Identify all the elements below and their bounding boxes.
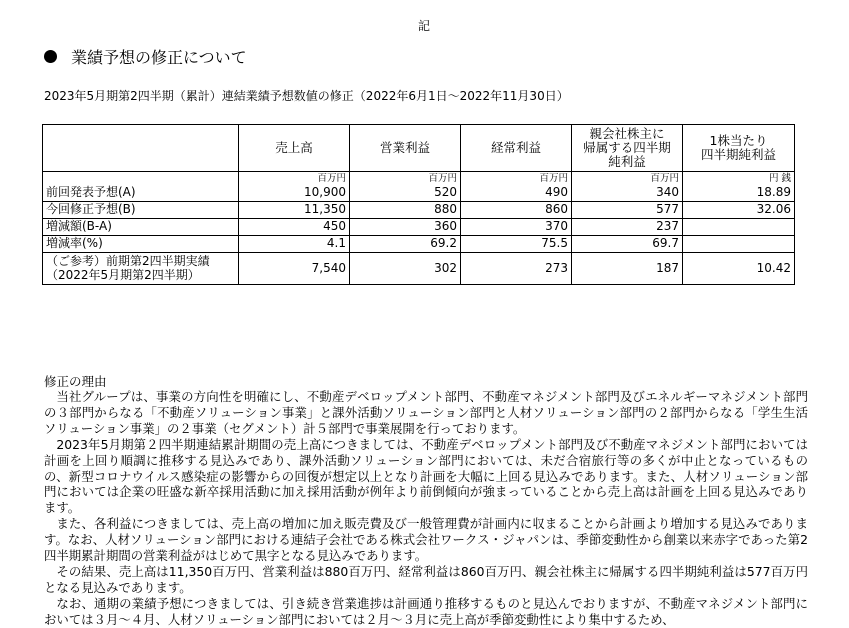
- table-row: [43, 185, 795, 202]
- row-label: 今回修正予想(B): [43, 202, 239, 219]
- unit-cell: 百万円: [572, 172, 683, 186]
- row-label: [43, 253, 239, 285]
- bullet-icon: [44, 50, 57, 63]
- table-cell: 577: [572, 202, 683, 219]
- column-header: 経常利益: [461, 125, 572, 172]
- table-cell: 11,350: [239, 202, 350, 219]
- row-label: 増減額(B-A): [43, 219, 239, 236]
- row-label-line: （ご参考）前期第2四半期実績: [46, 254, 210, 269]
- row-label-line: （2022年5月期第2四半期）: [46, 267, 200, 282]
- table-cell: 18.89: [683, 185, 795, 202]
- table-row: [43, 202, 795, 219]
- reason-paragraph: また、各利益につきましては、売上高の増加に加え販売費及び一般管理費が計画内に収まることから計画より増加する見込みであります。なお、人材ソリューション部門における連結子会社である株式会社ワークス・ジャパンは、季節変動性から創業以来赤字であった第2四半期累計期間の営業利益がはじめて黒字となる見込みであります。: [44, 516, 808, 564]
- reason-body: [44, 389, 808, 628]
- table-cell: 187: [572, 253, 683, 285]
- table-cell: 75.5: [461, 236, 572, 253]
- table-cell: 880: [350, 202, 461, 219]
- table-cell: 520: [350, 185, 461, 202]
- forecast-table: [42, 124, 795, 285]
- reason-paragraph: 2023年5月期第２四半期連結累計期間の売上高につきましては、不動産デベロップメント部門及び不動産マネジメント部門においては計画を上回り順調に推移する見込みであり、課外活動ソリューション部門においては、未だ合宿旅行等の多くが中止となっているものの、新型コロナウイルス感染症の影響からの回復が想定以上となり計画を大幅に上回る見込みであります。また、人材ソリューション部門においては企業の旺盛な新卒採用活動に加え採用活動が例年より前倒傾向が強まっていることから売上高は計画を上回る見込みであります。: [44, 436, 808, 516]
- table-cell: 302: [350, 253, 461, 285]
- row-label: 前回発表予想(A): [43, 185, 239, 202]
- table-cell: 69.7: [572, 236, 683, 253]
- table-row: [43, 219, 795, 236]
- reason-heading: 修正の理由: [44, 374, 107, 389]
- table-row: [43, 236, 795, 253]
- section-heading-text: 業績予想の修正について: [71, 48, 247, 67]
- reason-paragraph: その結果、売上高は11,350百万円、営業利益は880百万円、経常利益は860百万円、親会社株主に帰属する四半期純利益は577百万円となる見込みであります。: [44, 563, 808, 595]
- document-mark: 記: [417, 19, 431, 33]
- table-cell: [683, 219, 795, 236]
- table-cell: 69.2: [350, 236, 461, 253]
- unit-cell: 百万円: [461, 172, 572, 186]
- table-cell: 7,540: [239, 253, 350, 285]
- table-cell: 273: [461, 253, 572, 285]
- unit-row: [43, 172, 795, 186]
- table-cell: 450: [239, 219, 350, 236]
- column-header: 親会社株主に 帰属する四半期 純利益: [572, 125, 683, 172]
- table-cell: 4.1: [239, 236, 350, 253]
- table-caption: 2023年5月期第2四半期（累計）連結業績予想数値の修正（2022年6月1日～2022年11月30日）: [44, 89, 569, 103]
- header-blank: [43, 125, 239, 172]
- table-cell: 237: [572, 219, 683, 236]
- column-header: 売上高: [239, 125, 350, 172]
- unit-cell: 百万円: [350, 172, 461, 186]
- table-cell: 10,900: [239, 185, 350, 202]
- section-heading: [44, 45, 247, 68]
- table-row: [43, 253, 795, 285]
- table-cell: 860: [461, 202, 572, 219]
- table-cell: 360: [350, 219, 461, 236]
- column-header: 営業利益: [350, 125, 461, 172]
- table-cell: 340: [572, 185, 683, 202]
- unit-blank: [43, 172, 239, 186]
- table-cell: 10.42: [683, 253, 795, 285]
- unit-cell: 百万円: [239, 172, 350, 186]
- column-header: 1株当たり 四半期純利益: [683, 125, 795, 172]
- reason-paragraph: なお、通期の業績予想につきましては、引き続き営業進捗は計画通り推移するものと見込んでおりますが、不動産マネジメント部門においては３月～４月、人材ソリューション部門においては２月～３月に売上高が季節変動性により集中するため、: [44, 595, 808, 627]
- row-label: 増減率(%): [43, 236, 239, 253]
- table-cell: 370: [461, 219, 572, 236]
- table-header-row: [43, 125, 795, 172]
- table-cell: 32.06: [683, 202, 795, 219]
- table-cell: [683, 236, 795, 253]
- reason-paragraph: 当社グループは、事業の方向性を明確にし、不動産デベロップメント部門、不動産マネジメント部門及びエネルギーマネジメント部門の３部門からなる「不動産ソリューション事業」と課外活動ソリューション部門と人材ソリューション部門の２部門からなる「学生生活ソリューション事業」の２事業（セグメント）計５部門で事業展開を行っております。: [44, 389, 808, 436]
- table-cell: 490: [461, 185, 572, 202]
- unit-cell: 円 銭: [683, 172, 795, 186]
